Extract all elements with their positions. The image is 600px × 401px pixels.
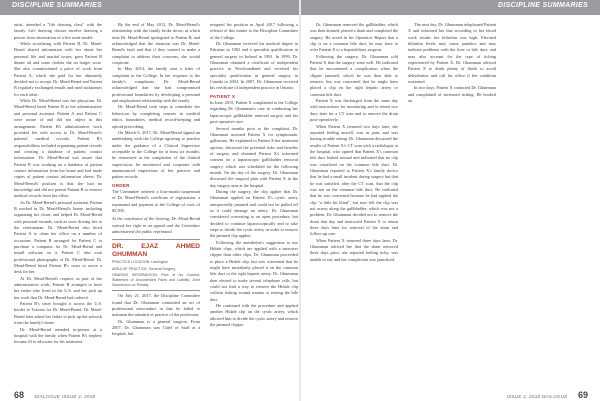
practice-location: PRACTICE LOCATION: Lamington — [112, 260, 169, 265]
paragraph: During the surgery, the clip applier that Dr. Ghumman applied on Patient X's cystic artery unexpectedly jammed and could not be pulled off as it could damage an artery. Dr. Ghumman considered converting to an open procedure, but decided to continue laparoscopically and to take steps to divide the cystic artery in order to remove the jammed clip applier. — [210, 188, 298, 239]
page-number: 68 — [14, 390, 25, 400]
paragraph: In two days, Patient X contacted Dr. Ghumman and complained of increased itching. He booked an — [408, 85, 496, 104]
publication-issue: DIALOGUE ISSUE 2, 2018 — [34, 394, 96, 399]
page-footer-left — [14, 385, 96, 400]
page-header-left — [0, 0, 300, 15]
order-heading: ORDER — [112, 182, 130, 188]
paragraph: By the end of May 2012, Dr. Mead-Bernd's relationship with the family broke down, at which time Dr. Mead-Bernd apologized to Patient B, and acknowledged that the situation was Dr. Mead-Bernd's fault and that if they wanted to make a complaint to address their concerns, she would cooperate. — [112, 22, 200, 66]
paragraph: Dr. Ghumman is a general surgeon. From 2007, Dr. Ghumman was Chief of Staff at a hospital, but — [112, 318, 200, 337]
section-label: DISCIPLINE SUMMARIES — [12, 2, 103, 9]
paragraph: While socializing with Patient B, Dr. Mead-Bernd shared information with her about her personal life and marital issues, gave Patient B dinner oil and some clothes she no longer wore. She also commissioned a piece of work from Patient A, which she paid for but ultimately decided not to accept. Dr. Mead-Bernd and Patient B regularly exchanged emails and used nicknames for each other. — [14, 41, 102, 97]
paragraph: While Dr. Mead-Bernd was her physician, Dr. Mead-Bernd hired Patient B as her administrative and personal assistant. Patient A and Patient C were aware of and did not object to this arrangement. Patient B's administrative work provided her with access to Dr. Mead-Bernd's patients' medical records. Patient B's responsibilities included organizing patient records and creating a database of patient contact information. Dr. Mead-Bernd was aware that Patient B was working on a database of patient contact information from her home and had made copies of patient contact information sheets. Dr. Mead-Bernd's position is that she had no knowledge and did not permit Patient B to remove medical records from her office. — [14, 98, 102, 199]
page-header-right — [300, 0, 600, 15]
paragraph: Following the anesthetist's suggestion to use Hidale clips, which are applied with a narrower clipper than other clips, Dr. Ghumman proceeded to place a Hidale clip, but was concerned that he might have mistakenly placed it on the common bile duct or the right hepatic artery. Dr. Ghumman then elected to make several telephone calls, but could not find a way to remove the Hidale clip without risking wound trauma or tearing the bile duct. — [210, 239, 298, 302]
paragraph: When Patient X returned three days later, Dr. Ghumman advised her that the drain removed three days prior, she reported feeling itchy, was unable to eat, and her complexion was jaundiced. — [310, 237, 398, 262]
paragraph: Dr. Ghumman received his medical degree in Pakistan in 1982 and a specialist qualification in general surgery in Ireland in 1991. In 1999, Dr. Ghumman obtained a certificate of independent practice in Newfoundland and received his specialist qualification in general surgery in Canada in 2004. In 2007, Dr. Ghumman received his certificate of independent practice in Ontario. — [210, 41, 298, 91]
paragraph: On July 21, 2017, the Discipline Committee found that Dr. Ghumman committed an act of professional misconduct in that he failed to maintain the standard of practice of the profession. — [112, 293, 200, 318]
paragraph: He continued with the procedure and applied another Hidale clip on the cystic artery, which allowed him to divide the cystic artery and remove the jammed clipper. — [210, 303, 298, 328]
paragraph: Patient X was discharged from the same day with instructions for monitoring and to return two days later for a CT scan and to remove the drain post-operatively. — [310, 98, 398, 123]
paragraph: Patient B's sister brought it across the U.S. border to Toronto for Dr. Mead-Bernd. Dr. Mead-Bernd later asked her father to pick up the artwork from the family's home. — [14, 301, 102, 326]
text-column-5 — [408, 22, 496, 104]
paragraph: In June, 2015, Patient X complained to the College regarding Dr. Ghumman's care in conducting her laparoscopic gallbladder removal surgery and his post-operative care. — [210, 100, 298, 125]
hearing-note: At the conclusion of the hearing, Dr. Mead-Bernd waived her right to an appeal and the Committee administered the public reprimand. — [112, 216, 200, 234]
paragraph: In May 2014, the family sent a letter of complaint to the College. In her response to the family's complaints, Dr. Mead-Bernd acknowledged that she had compromised professional boundaries by developing a personal and employment relationship with the family. — [112, 66, 200, 104]
text-column-4 — [310, 22, 398, 263]
hearing-information: HEARING INFORMATION: Plea of No Contest; Statement of Uncontested Facts and Liability; Joint Submission on Penalty — [112, 272, 200, 288]
text-column-1 — [14, 22, 102, 346]
text-column-2 — [112, 22, 200, 338]
patient-heading: PATIENT X — [210, 93, 236, 99]
paragraph: When Patient X returned two days later, she reported feeling unwell, was in pain, and was having trouble eating. Dr. Ghumman discussed the results of Patient X's CT scan with a radiologist at the hospital, who opined that Patient X's common bile duct looked normal and indicated that no clip was visualized on the common bile duct. Dr. Ghumman reported to Patient X's family doctor that he had a small incident during surgery but that he was satisfied, after the CT scan, that the clip was not on the common bile duct. He indicated that he was concerned because he had applied the clip "a little bit blind", but now felt the clip was not across along the gallbladder, which was not a problem. Dr. Ghumman decided not to remove the drain that day and instructed Patient X to return three days later for removal of the drain and follow-up care. — [310, 123, 398, 237]
paragraph: At Dr. Mead-Bernd's request, as part of her administrative work, Patient B arranged to have her father who lived in the U.S. and her pick up her work that Dr. Mead-Bernd had ordered. — [14, 275, 102, 300]
paragraph: Following the surgery, Dr. Ghumman told Patient X that the surgery went well. He indicated that he encountered a complication when the clipper jammed, which he was then able to remove, but was concerned that he might have placed a clip on her right hepatic artery or common bile duct. — [310, 53, 398, 97]
paragraph: As Dr. Mead-Bernd's personal assistant, Patient B worked in Dr. Mead-Bernd's home, including organizing her closet, and helped Dr. Mead-Bernd with personal errands, such as once driving her to the veterinarian. Dr. Mead-Bernd also hired Patient A to clean her office on a number of occasions. Patient B arranged for Patient C to purchase a computer for Dr. Mead-Bernd and install software on it. Patient C also took professional photographs of Dr. Mead-Bernd. Dr. Mead-Bernd hired Patient B's sister to move a desk for her. — [14, 199, 102, 275]
area-of-practice: AREA OF PRACTICE: General Surgery — [112, 266, 176, 271]
paragraph: Dr. Ghumman removed the gallbladder, which was then drained, placed a drain and completed the surgery. He noted in his Operative Report that a clip is on a common bile duct, he may have to refer Patient X to a hepatobiliary surgeon. — [310, 22, 398, 53]
publication-issue: ISSUE 2, 2018 DIALOGUE — [506, 394, 568, 399]
page-number: 69 — [577, 390, 588, 400]
page-spine — [299, 0, 301, 401]
paragraph: Dr. Mead-Bernd took steps to remediate her behaviour by completing courses in medical ethics, boundaries, medical record-keeping and opioid prescribing. — [112, 104, 200, 129]
paragraph: The next day, Dr. Ghumman telephoned Patient X and informed her that according to her blood work results her bilirubin was high. Elevated bilirubin levels may cause jaundice and may indicate problems with the liver or bile duct, and may also account for the type of itching experienced by Patient X. Dr. Ghumman advised Patient X to drink plenty of fluids to avoid dehydration and call his office if her condition worsened. — [408, 22, 496, 85]
physician-name: DR. EJAZ AHMED GHUMMAN — [112, 239, 200, 259]
order-text: The Committee ordered: a four-month suspension of Dr. Mead-Bernd's certificate of registration, a reprimand and payment to the College of costs of $5,500. — [112, 188, 200, 213]
paragraph: artist, attended a "life drawing class" with the family. Life drawing classes involve drawing a person from observation of a live nude model. — [14, 22, 102, 40]
paragraph: Dr. Mead-Bernd attended in-person at a hospital with the family when Patient B's nephew became ill to advocate for his treatment. — [14, 326, 102, 345]
divider — [112, 290, 200, 291]
section-label: DISCIPLINE SUMMARIES — [497, 2, 588, 9]
paragraph: On March 6, 2017, Dr. Mead-Bernd signed an undertaking with the College agreeing to practise under the guidance of a Clinical Supervisor acceptable to the College for at least six months; be reassessed at the completion of the clinical supervision; be monitored and cooperate with unannounced inspections of her practice and patient records. — [112, 129, 200, 180]
paragraph: Several months prior to the complaint, Dr. Ghumman assessed Patient X for symptomatic gallstones. He explained to Patient X her treatment options, discussed the potential risks and benefits of surgery and obtained Patient X's informed consent for a laparoscopic gallbladder removal surgery, which was scheduled for the following month. On the day of the surgery, Dr. Ghumman discussed the surgical plan with Patient X in the day surgery area at the hospital. — [210, 125, 298, 188]
paragraph: resigned his position in April 2017 following a referral of this matter to the Discipline Committee of the College. — [210, 22, 298, 40]
page-footer-right — [506, 385, 588, 400]
text-column-3 — [210, 22, 298, 329]
